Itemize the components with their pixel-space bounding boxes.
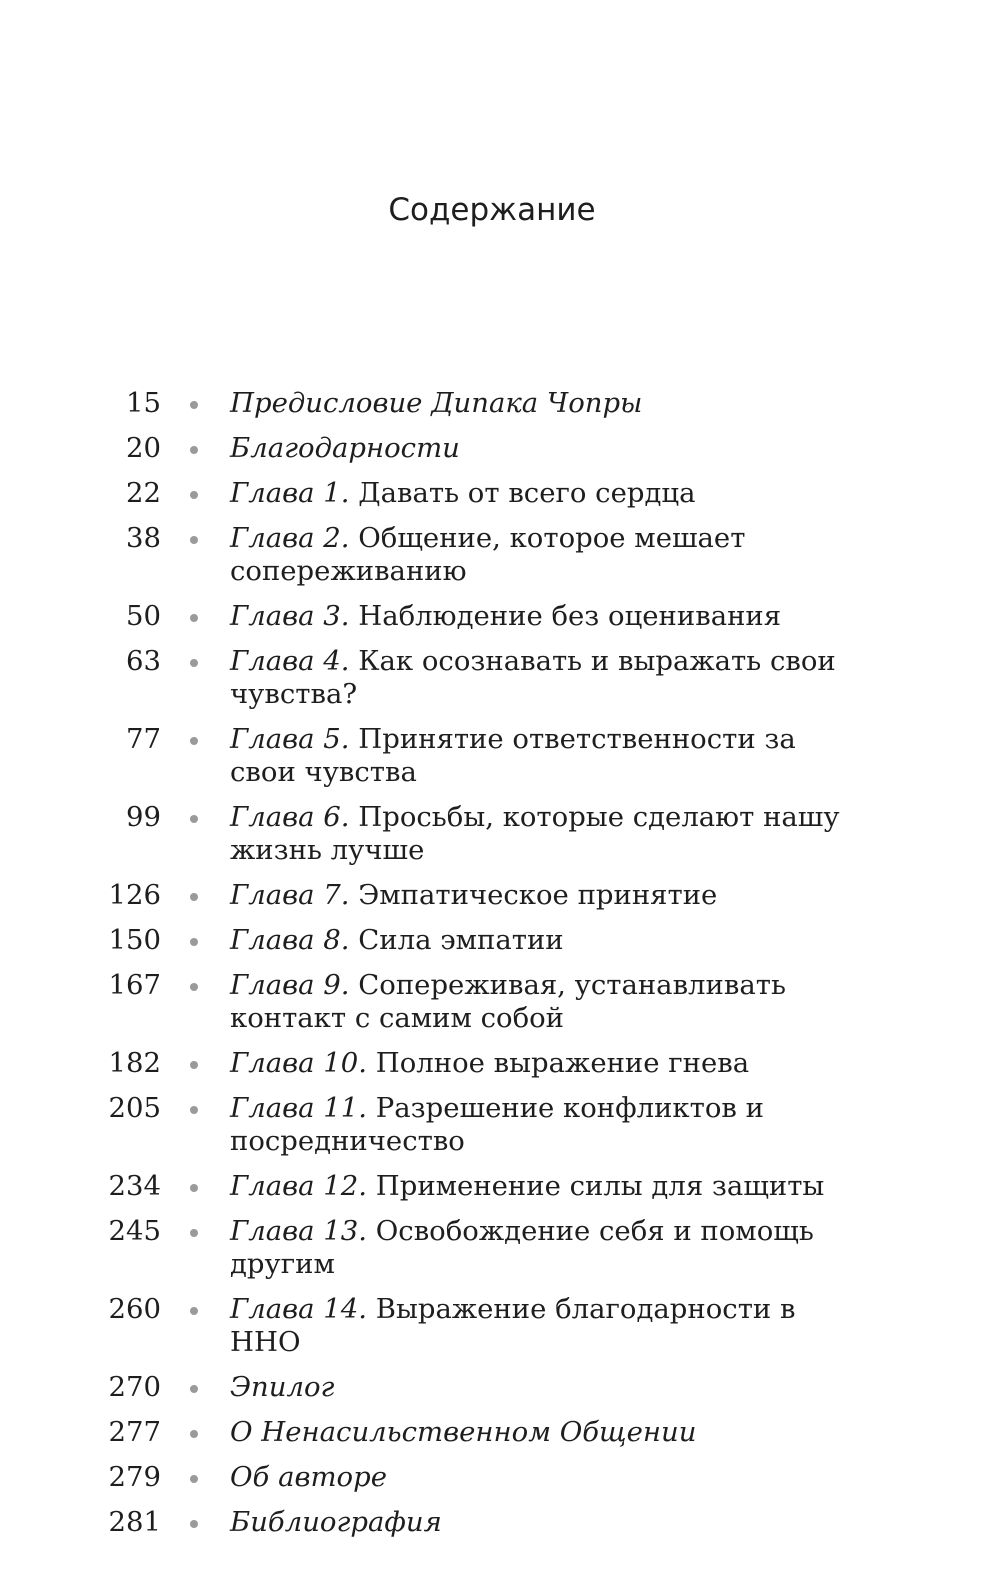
page-number: 38 (126, 522, 161, 554)
bullet-icon (190, 815, 198, 823)
bullet-icon (190, 938, 198, 946)
toc-entry[interactable] (0, 1215, 984, 1281)
entry-text (230, 1416, 870, 1449)
entry-text (230, 924, 870, 957)
entry-title: Разрешение конфликтов и посредничество (230, 1092, 764, 1157)
bullet-icon (190, 1229, 198, 1237)
entry-label: Глава 6. (230, 801, 350, 833)
bullet-icon (190, 1061, 198, 1069)
bullet-icon (190, 1475, 198, 1483)
entry-text (230, 645, 870, 711)
entry-text (230, 600, 870, 633)
page-number: 167 (108, 969, 161, 1001)
page-number: 50 (126, 600, 161, 632)
page-number: 99 (126, 801, 161, 833)
bullet-icon (190, 659, 198, 667)
entry-label: Глава 13. (230, 1215, 367, 1247)
entry-label: Глава 1. (230, 477, 350, 509)
page-number: 260 (108, 1293, 161, 1325)
toc-entry[interactable] (0, 924, 984, 957)
page-number: 245 (108, 1215, 161, 1247)
bullet-icon (190, 983, 198, 991)
entry-title: Сопереживая, устанавливать контакт с самим собой (230, 969, 786, 1034)
entry-text (230, 432, 870, 465)
entry-label: Глава 9. (230, 969, 350, 1001)
bullet-icon (190, 1385, 198, 1393)
entry-text (230, 1293, 870, 1359)
entry-label: Об авторе (230, 1461, 387, 1493)
entry-title: Давать от всего сердца (358, 477, 696, 509)
entry-text (230, 969, 870, 1035)
bullet-icon (190, 536, 198, 544)
page-number: 20 (126, 432, 161, 464)
bullet-icon (190, 893, 198, 901)
entry-title: Просьбы, которые сделают нашу жизнь лучше (230, 801, 840, 866)
entry-label: Благодарности (230, 432, 460, 464)
toc-entry[interactable] (0, 600, 984, 633)
entry-text (230, 1371, 870, 1404)
bullet-icon (190, 401, 198, 409)
entry-title: Общение, которое мешает сопереживанию (230, 522, 746, 587)
entry-label: Глава 7. (230, 879, 350, 911)
entry-label: О Ненасильственном Общении (230, 1416, 697, 1448)
bullet-icon (190, 1520, 198, 1528)
entry-text (230, 801, 870, 867)
toc-entry[interactable] (0, 1293, 984, 1359)
entry-text (230, 1092, 870, 1158)
entry-title: Сила эмпатии (358, 924, 564, 956)
entry-label: Глава 4. (230, 645, 350, 677)
page-number: 77 (126, 723, 161, 755)
entry-text (230, 522, 870, 588)
toc-entry[interactable] (0, 1416, 984, 1449)
toc-entry[interactable] (0, 1371, 984, 1404)
entry-text (230, 1047, 870, 1080)
entry-label: Глава 8. (230, 924, 350, 956)
toc-entry[interactable] (0, 969, 984, 1035)
entry-text (230, 1215, 870, 1281)
entry-title: Эмпатическое принятие (358, 879, 718, 911)
bullet-icon (190, 446, 198, 454)
toc-entry[interactable] (0, 801, 984, 867)
entry-text (230, 1461, 870, 1494)
toc-entry[interactable] (0, 432, 984, 465)
page-number: 63 (126, 645, 161, 677)
toc-entry[interactable] (0, 522, 984, 588)
entry-label: Предисловие Дипака Чопры (230, 387, 643, 419)
toc-entry[interactable] (0, 1092, 984, 1158)
page-number: 15 (126, 387, 161, 419)
entry-label: Глава 2. (230, 522, 350, 554)
page-number: 270 (108, 1371, 161, 1403)
entry-label: Глава 14. (230, 1293, 367, 1325)
toc-entry[interactable] (0, 879, 984, 912)
entry-text (230, 1506, 870, 1539)
bullet-icon (190, 491, 198, 499)
toc-entry[interactable] (0, 387, 984, 420)
bullet-icon (190, 1184, 198, 1192)
bullet-icon (190, 614, 198, 622)
entry-title: Выражение благодарности в ННО (230, 1293, 796, 1358)
entry-text (230, 723, 870, 789)
page-number: 182 (108, 1047, 161, 1079)
page-title: Содержание (388, 192, 596, 228)
bullet-icon (190, 737, 198, 745)
toc-entry[interactable] (0, 1461, 984, 1494)
page-number: 234 (108, 1170, 161, 1202)
bullet-icon (190, 1430, 198, 1438)
entry-label: Глава 10. (230, 1047, 367, 1079)
entry-label: Эпилог (230, 1371, 335, 1403)
bullet-icon (190, 1106, 198, 1114)
page-number: 205 (108, 1092, 161, 1124)
toc-entry[interactable] (0, 1047, 984, 1080)
entry-label: Глава 5. (230, 723, 350, 755)
table-of-contents (0, 387, 984, 1551)
entry-title: Как осознавать и выражать свои чувства? (230, 645, 836, 710)
page-number: 277 (108, 1416, 161, 1448)
page-number: 22 (126, 477, 161, 509)
entry-title: Применение силы для защиты (375, 1170, 825, 1202)
toc-entry[interactable] (0, 1170, 984, 1203)
entry-title: Принятие ответственности за свои чувства (230, 723, 796, 788)
entry-text (230, 387, 870, 420)
entry-title: Освобождение себя и помощь другим (230, 1215, 814, 1280)
page-number: 150 (108, 924, 161, 956)
entry-label: Глава 3. (230, 600, 350, 632)
toc-entry[interactable] (0, 1506, 984, 1539)
bullet-icon (190, 1307, 198, 1315)
entry-label: Глава 12. (230, 1170, 367, 1202)
entry-title: Наблюдение без оценивания (358, 600, 782, 632)
entry-text (230, 1170, 870, 1203)
entry-label: Библиография (230, 1506, 442, 1538)
toc-entry[interactable] (0, 723, 984, 789)
page-number: 281 (108, 1506, 161, 1538)
entry-label: Глава 11. (230, 1092, 367, 1124)
page-number: 279 (108, 1461, 161, 1493)
toc-entry[interactable] (0, 645, 984, 711)
entry-text (230, 477, 870, 510)
page-number: 126 (108, 879, 161, 911)
entry-title: Полное выражение гнева (375, 1047, 750, 1079)
toc-entry[interactable] (0, 477, 984, 510)
entry-text (230, 879, 870, 912)
